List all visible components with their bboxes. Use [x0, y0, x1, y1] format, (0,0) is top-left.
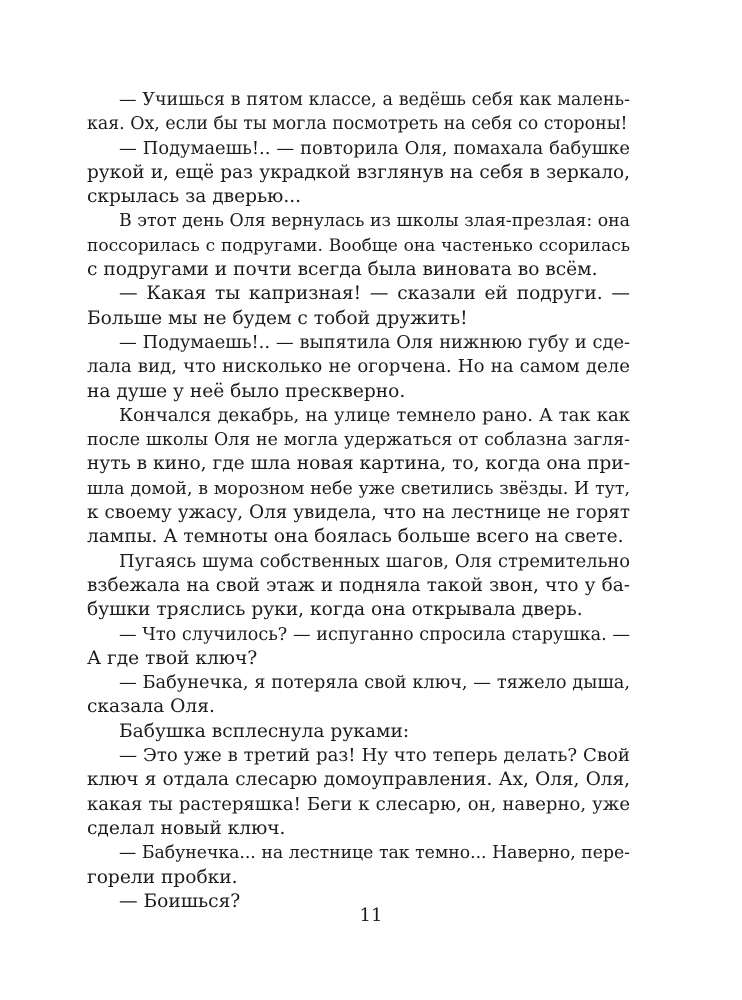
paragraph [87, 720, 630, 744]
paragraph [87, 137, 630, 210]
text-line: нуть в кино, где шла новая картина, то, когда она при- [87, 453, 630, 475]
paragraph [87, 744, 630, 841]
paragraph [87, 623, 630, 672]
text-line: — Учишься в пятом классе, а ведёшь себя как малень- [119, 90, 630, 110]
text-line: взбежала на свой этаж и подняла такой звон, что у ба- [87, 574, 630, 596]
text-line: — Бабунечка, я потеряла свой ключ, — тяжело дыша, [119, 673, 630, 694]
text-line: — Боишься? [119, 890, 241, 912]
text-line: А где твой ключ? [87, 647, 258, 669]
text-line: рукой и, ещё раз украдкой взглянув на себя в зеркало, [87, 161, 630, 183]
paragraph [87, 841, 630, 890]
text-line: В этот день Оля вернулась из школы злая-презлая: она [119, 211, 630, 232]
text-line: к своему ужасу, Оля увидела, что на лестнице не горят [87, 502, 630, 524]
text-line: на душе у неё было прескверно. [87, 380, 406, 402]
text-line: — Что случилось? — испуганно спросила старушка. — [119, 624, 630, 645]
text-line: — Подумаешь!.. — выпятила Оля нижнюю губу и сде- [119, 331, 630, 353]
paragraph [87, 550, 630, 623]
text-line: с подругами и почти всегда была виновата во всём. [87, 259, 598, 281]
text-line: шла домой, в морозном небе уже светились звёзды. И тут, [87, 478, 630, 499]
body-text [87, 88, 630, 914]
paragraph [87, 671, 630, 720]
paragraph [87, 282, 630, 331]
text-line: — Это уже в третий раз! Ну что теперь делать? Свой [119, 745, 630, 767]
text-line: ключ я отдала слесарю домоуправления. Ах, Оля, Оля, [87, 769, 630, 791]
text-line: лала вид, что нисколько не огорчена. Но на самом деле [87, 356, 630, 378]
text-line: какая ты растеряшка! Беги к слесарю, он, наверно, уже [87, 793, 630, 815]
text-line: скрылась за дверью... [87, 186, 302, 208]
text-line: Больше мы не будем с тобой дружить! [87, 307, 468, 329]
text-line: Кончался декабрь, на улице темнело рано. А так как [119, 404, 630, 426]
text-line: сделал новый ключ. [87, 817, 286, 839]
text-line: — Бабунечка... на лестнице так темно... Наверно, пере- [119, 843, 630, 864]
text-line: — Подумаешь!.. — повторила Оля, помахала бабушке [119, 137, 630, 159]
text-line: бушки тряслись руки, когда она открывала дверь. [87, 599, 583, 621]
text-line: лампы. А темноты она боялась больше всего на свете. [87, 526, 624, 548]
paragraph [87, 209, 630, 282]
text-line: сказала Оля. [87, 696, 215, 718]
text-line: — Какая ты капризная! — сказали ей подруги. — [119, 283, 630, 305]
text-line: после школы Оля не могла удержаться от соблазна загля- [87, 430, 630, 451]
text-line: кая. Ох, если бы ты могла посмотреть на себя со стороны! [87, 114, 628, 135]
page-number: 11 [359, 905, 383, 926]
text-line: поссорилась с подругами. Вообще она частенько ссорилась [87, 235, 630, 256]
text-line: Пугаясь шума собственных шагов, Оля стремительно [119, 550, 630, 572]
text-line: Бабушка всплеснула руками: [119, 720, 410, 742]
paragraph [87, 404, 630, 550]
paragraph [87, 331, 630, 404]
paragraph [87, 88, 630, 137]
text-line: горели пробки. [87, 866, 238, 888]
